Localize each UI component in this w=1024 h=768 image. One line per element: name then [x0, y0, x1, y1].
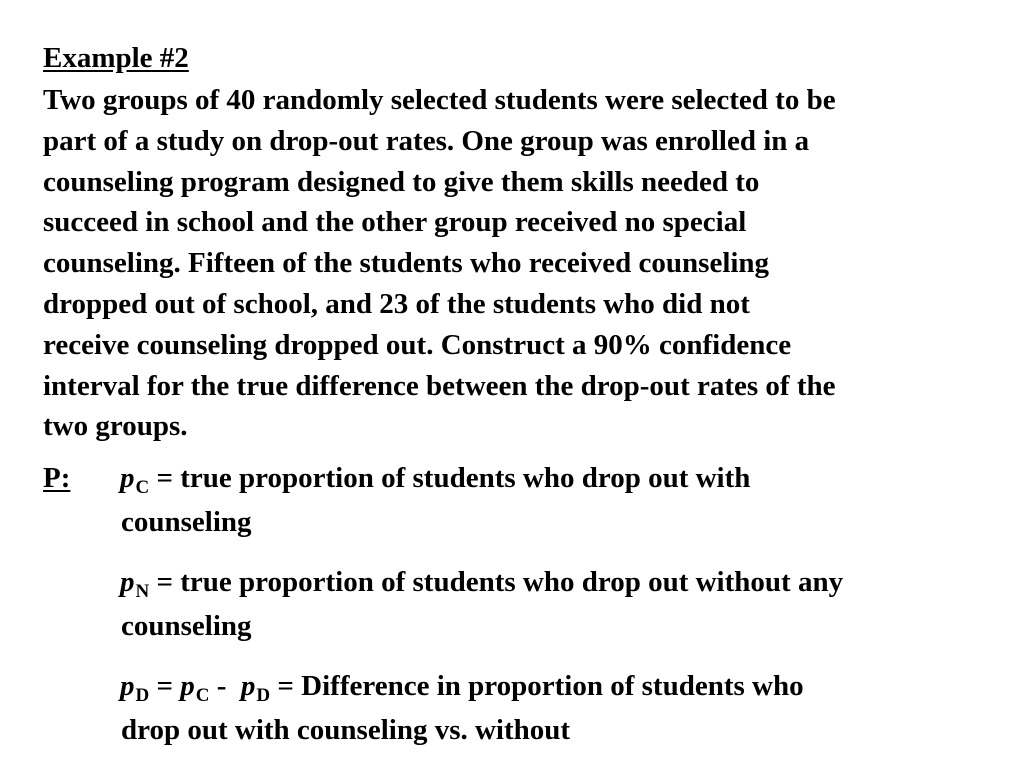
equals-sign: =: [149, 670, 181, 702]
variable-p: p: [120, 462, 135, 494]
variable-p: p: [180, 670, 195, 702]
problem-line: dropped out of school, and 23 of the students who did not: [43, 287, 750, 320]
definition-pc: [120, 458, 1010, 542]
subscript-c: C: [135, 477, 150, 498]
problem-line: receive counseling dropped out. Construct a 90% confidence: [43, 328, 792, 361]
definition-line: [120, 458, 1010, 502]
problem-line: two groups.: [43, 410, 188, 443]
subscript-n: N: [135, 581, 150, 602]
problem-line: counseling program designed to give them skills needed to: [43, 165, 760, 198]
variable-p: p: [120, 566, 135, 598]
problem-line: interval for the true difference between the drop-out rates of the: [43, 369, 836, 402]
subscript-c: C: [195, 685, 210, 706]
problem-line: succeed in school and the other group received no special: [43, 206, 747, 239]
parameter-label: P:: [43, 462, 71, 494]
problem-line: part of a study on drop-out rates. One group was enrolled in a: [43, 124, 810, 157]
definition-text: = true proportion of students who drop out without any: [149, 566, 844, 598]
definition-text: = Difference in proportion of students who: [270, 670, 804, 702]
definition-continuation: counseling: [121, 506, 252, 538]
example-title: Example #2: [43, 42, 189, 74]
definition-line: [120, 562, 1010, 606]
definition-continuation: counseling: [121, 610, 252, 642]
definition-continuation: drop out with counseling vs. without: [121, 714, 571, 746]
problem-line: Two groups of 40 randomly selected students were selected to be: [43, 84, 836, 116]
definition-line: [120, 666, 1010, 710]
variable-p: p: [240, 670, 256, 702]
problem-statement: [43, 80, 1003, 447]
problem-line: counseling. Fifteen of the students who received counseling: [43, 247, 770, 280]
definition-pd: [120, 666, 1010, 750]
subscript-d: D: [256, 685, 271, 706]
variable-p: p: [120, 670, 135, 702]
definition-pn: [120, 562, 1010, 646]
subscript-d: D: [135, 685, 150, 706]
definition-text: = true proportion of students who drop out with: [149, 462, 751, 494]
minus-sign: -: [209, 670, 241, 702]
